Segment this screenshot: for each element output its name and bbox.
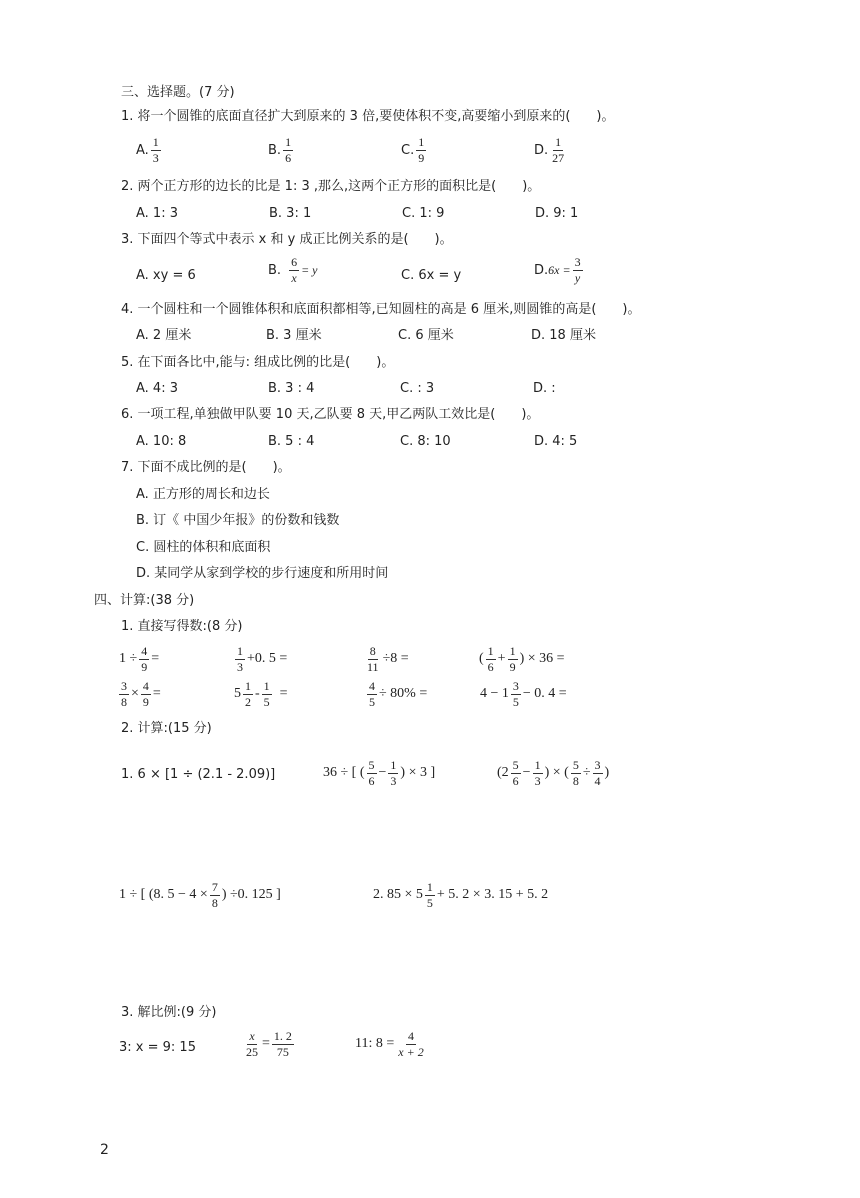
q1-option-c-fraction	[416, 136, 426, 164]
numerator: 1. 2	[273, 1029, 292, 1043]
q6-option-d: D. 4: 5	[534, 434, 578, 449]
mental-expr-1	[119, 645, 159, 673]
denominator: 8	[572, 773, 579, 788]
q1-option-b-label: B.	[268, 142, 282, 158]
fraction	[141, 680, 151, 708]
expr-text: ) ÷0. 125 ]	[221, 887, 281, 903]
denominator: 27	[552, 150, 565, 165]
calc-expr-2	[323, 759, 435, 787]
part1-title: 1. 直接写得数:(8 分)	[121, 619, 243, 634]
mental-expr-4	[479, 645, 565, 673]
operator: +	[497, 651, 506, 667]
expr-text: (2	[497, 765, 509, 781]
q2-option-b: B. 3: 1	[269, 206, 312, 221]
expr-text: +0. 5 =	[247, 651, 288, 667]
fraction	[139, 645, 149, 673]
fraction	[508, 645, 518, 673]
fraction	[210, 881, 220, 909]
q3-option-d-fraction	[573, 256, 583, 284]
q4-option-c: C. 6 厘米	[398, 328, 454, 343]
denominator: x	[291, 270, 297, 285]
expr-text: (	[479, 651, 484, 667]
numerator: 8	[369, 644, 376, 658]
q3-option-b	[268, 256, 318, 284]
part3-title: 3. 解比例:(9 分)	[121, 1005, 217, 1020]
q2-option-a: A. 1: 3	[136, 206, 178, 221]
q3-option-d-label: D.	[534, 262, 549, 278]
numerator: 4	[142, 679, 149, 693]
q5-option-a: A. 4: 3	[136, 381, 178, 396]
q4-option-b: B. 3 厘米	[266, 328, 322, 343]
q3-option-b-label: B.	[268, 262, 282, 278]
mental-expr-8	[480, 680, 567, 708]
fraction	[571, 759, 581, 787]
proportion-1: 3: x = 9: 15	[119, 1040, 196, 1055]
denominator: 8	[211, 895, 218, 910]
q1-option-b-fraction	[283, 136, 293, 164]
q4-option-a: A. 2 厘米	[136, 328, 192, 343]
fraction	[272, 1030, 294, 1058]
q2-option-c: C. 1: 9	[402, 206, 445, 221]
denominator: 3	[390, 773, 397, 788]
q3-option-b-rest: = y	[301, 263, 318, 278]
numerator: 1	[390, 758, 397, 772]
operator: −	[378, 765, 387, 781]
expr-text: ÷8 =	[382, 651, 409, 667]
q1-option-d	[534, 136, 568, 164]
denominator: 3	[534, 773, 541, 788]
denominator: 6	[368, 773, 375, 788]
numerator: 1	[418, 135, 425, 149]
numerator: 4	[369, 679, 375, 693]
denominator: 9	[142, 694, 149, 709]
denominator: 6	[285, 150, 292, 165]
expr-text: 5	[234, 686, 241, 702]
expr-text: 4 − 1	[480, 686, 509, 702]
denominator: 2	[245, 694, 251, 709]
fraction	[262, 680, 272, 708]
mental-expr-7	[365, 680, 427, 708]
denominator: 9	[141, 659, 148, 674]
q3-option-a: A. xy = 6	[136, 268, 196, 283]
fraction	[367, 680, 377, 708]
numerator: x	[249, 1029, 255, 1043]
q7-option-d: D. 某同学从家到学校的步行速度和所用时间	[136, 566, 389, 581]
q5-option-c: C. : 3	[400, 381, 435, 396]
q6-option-c: C. 8: 10	[400, 434, 451, 449]
denominator: 25	[246, 1044, 258, 1059]
numerator: 5	[512, 758, 519, 772]
denominator: 9	[509, 659, 516, 674]
numerator: 4	[141, 644, 148, 658]
numerator: 6	[291, 255, 298, 269]
numerator: 1	[245, 679, 251, 693]
q7-option-a: A. 正方形的周长和边长	[136, 487, 270, 502]
operator: ×	[131, 686, 139, 702]
expr-text: ) × 3 ]	[400, 765, 436, 781]
numerator: 1	[509, 644, 516, 658]
denominator: 5	[426, 895, 433, 910]
operator: ÷	[582, 765, 591, 781]
denominator: 75	[276, 1044, 289, 1059]
expr-text: − 0. 4 =	[522, 686, 567, 702]
question-5-text: 5. 在下面各比中,能与: 组成比例的比是( )。	[121, 355, 395, 370]
denominator: 9	[418, 150, 425, 165]
q4-option-d: D. 18 厘米	[531, 328, 596, 343]
expr-text: + 5. 2 × 3. 15 + 5. 2	[436, 887, 549, 903]
q1-option-d-label: D.	[534, 142, 549, 158]
denominator: 6	[487, 659, 494, 674]
proportion-2	[242, 1030, 296, 1058]
mental-expr-2	[233, 645, 287, 673]
fraction	[425, 881, 435, 909]
denominator: 5	[263, 694, 270, 709]
numerator: 1	[263, 679, 270, 693]
expr-text: 1 ÷ [ (8. 5 − 4 ×	[119, 887, 208, 903]
q7-option-b: B. 订《 中国少年报》的份数和钱数	[136, 513, 340, 528]
question-7-text: 7. 下面不成比例的是( )。	[121, 460, 291, 475]
numerator: 3	[574, 255, 581, 269]
numerator: 4	[407, 1029, 414, 1043]
question-3-text: 3. 下面四个等式中表示 x 和 y 成正比例关系的是( )。	[121, 232, 453, 247]
q5-option-d: D. :	[533, 381, 556, 396]
q1-option-b	[268, 136, 295, 164]
fraction	[511, 759, 521, 787]
denominator: 4	[594, 773, 601, 788]
q3-option-b-fraction	[289, 256, 299, 284]
q6-option-b: B. 5 : 4	[268, 434, 315, 449]
mental-expr-6	[234, 680, 288, 708]
numerator: 1	[534, 758, 541, 772]
fraction	[511, 680, 521, 708]
fraction	[486, 645, 496, 673]
numerator: 1	[237, 644, 243, 658]
fraction	[388, 759, 398, 787]
q3-option-d-left: 6x =	[548, 263, 571, 278]
expr-text: 2. 85 × 5	[373, 887, 423, 903]
q5-option-b: B. 3 : 4	[268, 381, 315, 396]
expr-text: ) × 36 =	[519, 651, 565, 667]
numerator: 1	[487, 644, 494, 658]
calc-expr-5	[373, 881, 548, 909]
numerator: 3	[594, 758, 601, 772]
expr-text: =	[152, 686, 161, 702]
q1-option-c-label: C.	[401, 142, 415, 158]
numerator: 3	[512, 679, 519, 693]
fraction	[396, 1030, 425, 1058]
proportion-3	[355, 1030, 428, 1058]
denominator: x + 2	[398, 1044, 424, 1059]
fraction	[533, 759, 543, 787]
calc-expr-4	[119, 881, 281, 909]
calc-expr-3	[497, 759, 609, 787]
q7-option-c: C. 圆柱的体积和底面积	[136, 540, 271, 555]
equals: =	[262, 1036, 270, 1052]
page-number: 2	[100, 1142, 109, 1158]
q6-option-a: A. 10: 8	[136, 434, 187, 449]
numerator: 1	[152, 135, 159, 149]
question-1-text: 1. 将一个圆锥的底面直径扩大到原来的 3 倍,要使体积不变,高要缩小到原来的( )。	[121, 109, 615, 124]
numerator: 7	[211, 880, 218, 894]
question-2-text: 2. 两个正方形的边长的比是 1: 3 ,那么,这两个正方形的面积比是( )。	[121, 179, 541, 194]
denominator: y	[574, 270, 581, 285]
numerator: 5	[368, 758, 375, 772]
expr-text: 11: 8 =	[355, 1036, 395, 1052]
q2-option-d: D. 9: 1	[535, 206, 579, 221]
mental-expr-3	[363, 645, 409, 673]
expr-text: =	[279, 686, 288, 702]
question-6-text: 6. 一项工程,单独做甲队要 10 天,乙队要 8 天,甲乙两队工效比是( )。	[121, 407, 540, 422]
q1-option-d-fraction	[550, 136, 566, 164]
expr-text: )	[604, 765, 610, 781]
denominator: 3	[152, 150, 159, 165]
fraction	[244, 1030, 260, 1058]
fraction	[593, 759, 603, 787]
q3-option-c: C. 6x = y	[401, 268, 462, 283]
expr-text: ) × (	[544, 765, 569, 781]
denominator: 5	[369, 694, 375, 709]
section3-heading: 三、选择题。(7 分)	[121, 85, 235, 100]
calc-expr-1: 1. 6 × [1 ÷ (2.1 - 2.09)]	[121, 767, 276, 782]
denominator: 8	[121, 694, 127, 709]
expr-text: 1 ÷	[119, 651, 138, 667]
q1-option-a-fraction	[151, 136, 161, 164]
question-4-text: 4. 一个圆柱和一个圆锥体积和底面积都相等,已知圆柱的高是 6 厘米,则圆锥的高是( )。	[121, 302, 641, 317]
fraction	[235, 645, 245, 673]
expr-text: =	[151, 651, 160, 667]
operator: −	[522, 765, 531, 781]
denominator: 11	[367, 659, 379, 674]
q1-option-c	[401, 136, 428, 164]
numerator: 1	[555, 135, 562, 149]
q1-option-a	[136, 136, 163, 164]
denominator: 3	[237, 659, 243, 674]
section4-heading: 四、计算:(38 分)	[94, 593, 195, 608]
operator: -	[255, 686, 260, 702]
q3-option-d	[534, 256, 585, 284]
denominator: 6	[512, 773, 519, 788]
numerator: 1	[285, 135, 292, 149]
numerator: 1	[426, 880, 433, 894]
numerator: 3	[121, 679, 127, 693]
mental-expr-5	[117, 680, 161, 708]
fraction	[119, 680, 129, 708]
denominator: 5	[512, 694, 519, 709]
numerator: 5	[572, 758, 579, 772]
fraction	[243, 680, 253, 708]
expr-text: 36 ÷ [ (	[323, 765, 365, 781]
part2-title: 2. 计算:(15 分)	[121, 721, 212, 736]
fraction	[367, 759, 377, 787]
q1-option-a-label: A.	[136, 142, 149, 158]
fraction	[365, 645, 381, 673]
expr-text: ÷ 80% =	[379, 686, 428, 702]
